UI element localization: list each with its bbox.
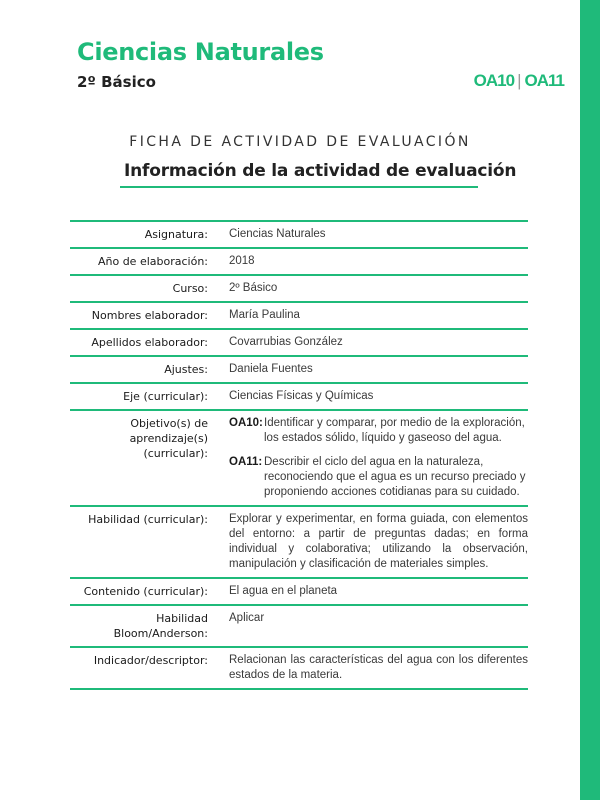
row-value: Daniela Fuentes [229, 356, 528, 383]
row-value: 2º Básico [229, 275, 528, 302]
row-label: Nombres elaborador: [70, 302, 229, 329]
row-value: Ciencias Naturales [229, 221, 528, 248]
table-row [70, 329, 528, 356]
row-value: El agua en el planeta [229, 578, 528, 605]
objective-text: Describir el ciclo del agua en la naturaleza, reconociendo que el agua es un recurso preciado y proponiendo acciones cotidianas para su cuidado. [264, 456, 526, 498]
table-row [70, 356, 528, 383]
table-row [70, 410, 528, 506]
oa-code-first: OA10 [473, 71, 515, 90]
row-label: Habilidad Bloom/Anderson: [70, 605, 229, 647]
row-label: Asignatura: [70, 221, 229, 248]
table-row [70, 383, 528, 410]
activity-info-table [70, 220, 528, 690]
row-label: Apellidos elaborador: [70, 329, 229, 356]
oa-code-second: OA11 [524, 71, 564, 90]
row-value: 2018 [229, 248, 528, 275]
row-label: Año de elaboración: [70, 248, 229, 275]
table-row [70, 302, 528, 329]
objective-code: OA10: [229, 417, 263, 429]
objective-text: Identificar y comparar, por medio de la exploración, los estados sólido, líquido y gaseoso del agua. [264, 417, 525, 444]
table-row [70, 506, 528, 578]
table-row [70, 647, 528, 689]
row-label: Contenido (curricular): [70, 578, 229, 605]
green-side-bar [580, 0, 600, 800]
oa-separator: | [517, 71, 522, 90]
row-value [229, 410, 528, 506]
table-row [70, 248, 528, 275]
section-title: Información de la actividad de evaluación [124, 161, 517, 181]
row-label: Curso: [70, 275, 229, 302]
table-row [70, 221, 528, 248]
row-value: Aplicar [229, 605, 528, 647]
row-value: Explorar y experimentar, en forma guiada, con elementos del entorno: a partir de preguntas dadas; en forma individual y colaborativa; utilizando la observación, manipulación y clasificación de materiales simples. [229, 506, 528, 578]
objective-code: OA11: [229, 456, 263, 468]
title-underline [120, 186, 478, 188]
row-value: Ciencias Físicas y Químicas [229, 383, 528, 410]
subject-title: Ciencias Naturales [77, 38, 324, 66]
grade-label: 2º Básico [77, 73, 156, 91]
row-label: Indicador/descriptor: [70, 647, 229, 689]
row-value: Relacionan las características del agua con los diferentes estados de la materia. [229, 647, 528, 689]
table-row [70, 605, 528, 647]
oa-codes [474, 71, 564, 91]
row-value: Covarrubias González [229, 329, 528, 356]
objective-item [229, 416, 528, 446]
row-value: María Paulina [229, 302, 528, 329]
table-row [70, 275, 528, 302]
row-label: Objetivo(s) de aprendizaje(s) (curricular): [70, 410, 229, 506]
sheet-type-label: FICHA DE ACTIVIDAD DE EVALUACIÓN [129, 134, 471, 150]
row-label: Habilidad (curricular): [70, 506, 229, 578]
row-label: Eje (curricular): [70, 383, 229, 410]
table-row [70, 578, 528, 605]
objective-item [229, 455, 528, 500]
row-label: Ajustes: [70, 356, 229, 383]
